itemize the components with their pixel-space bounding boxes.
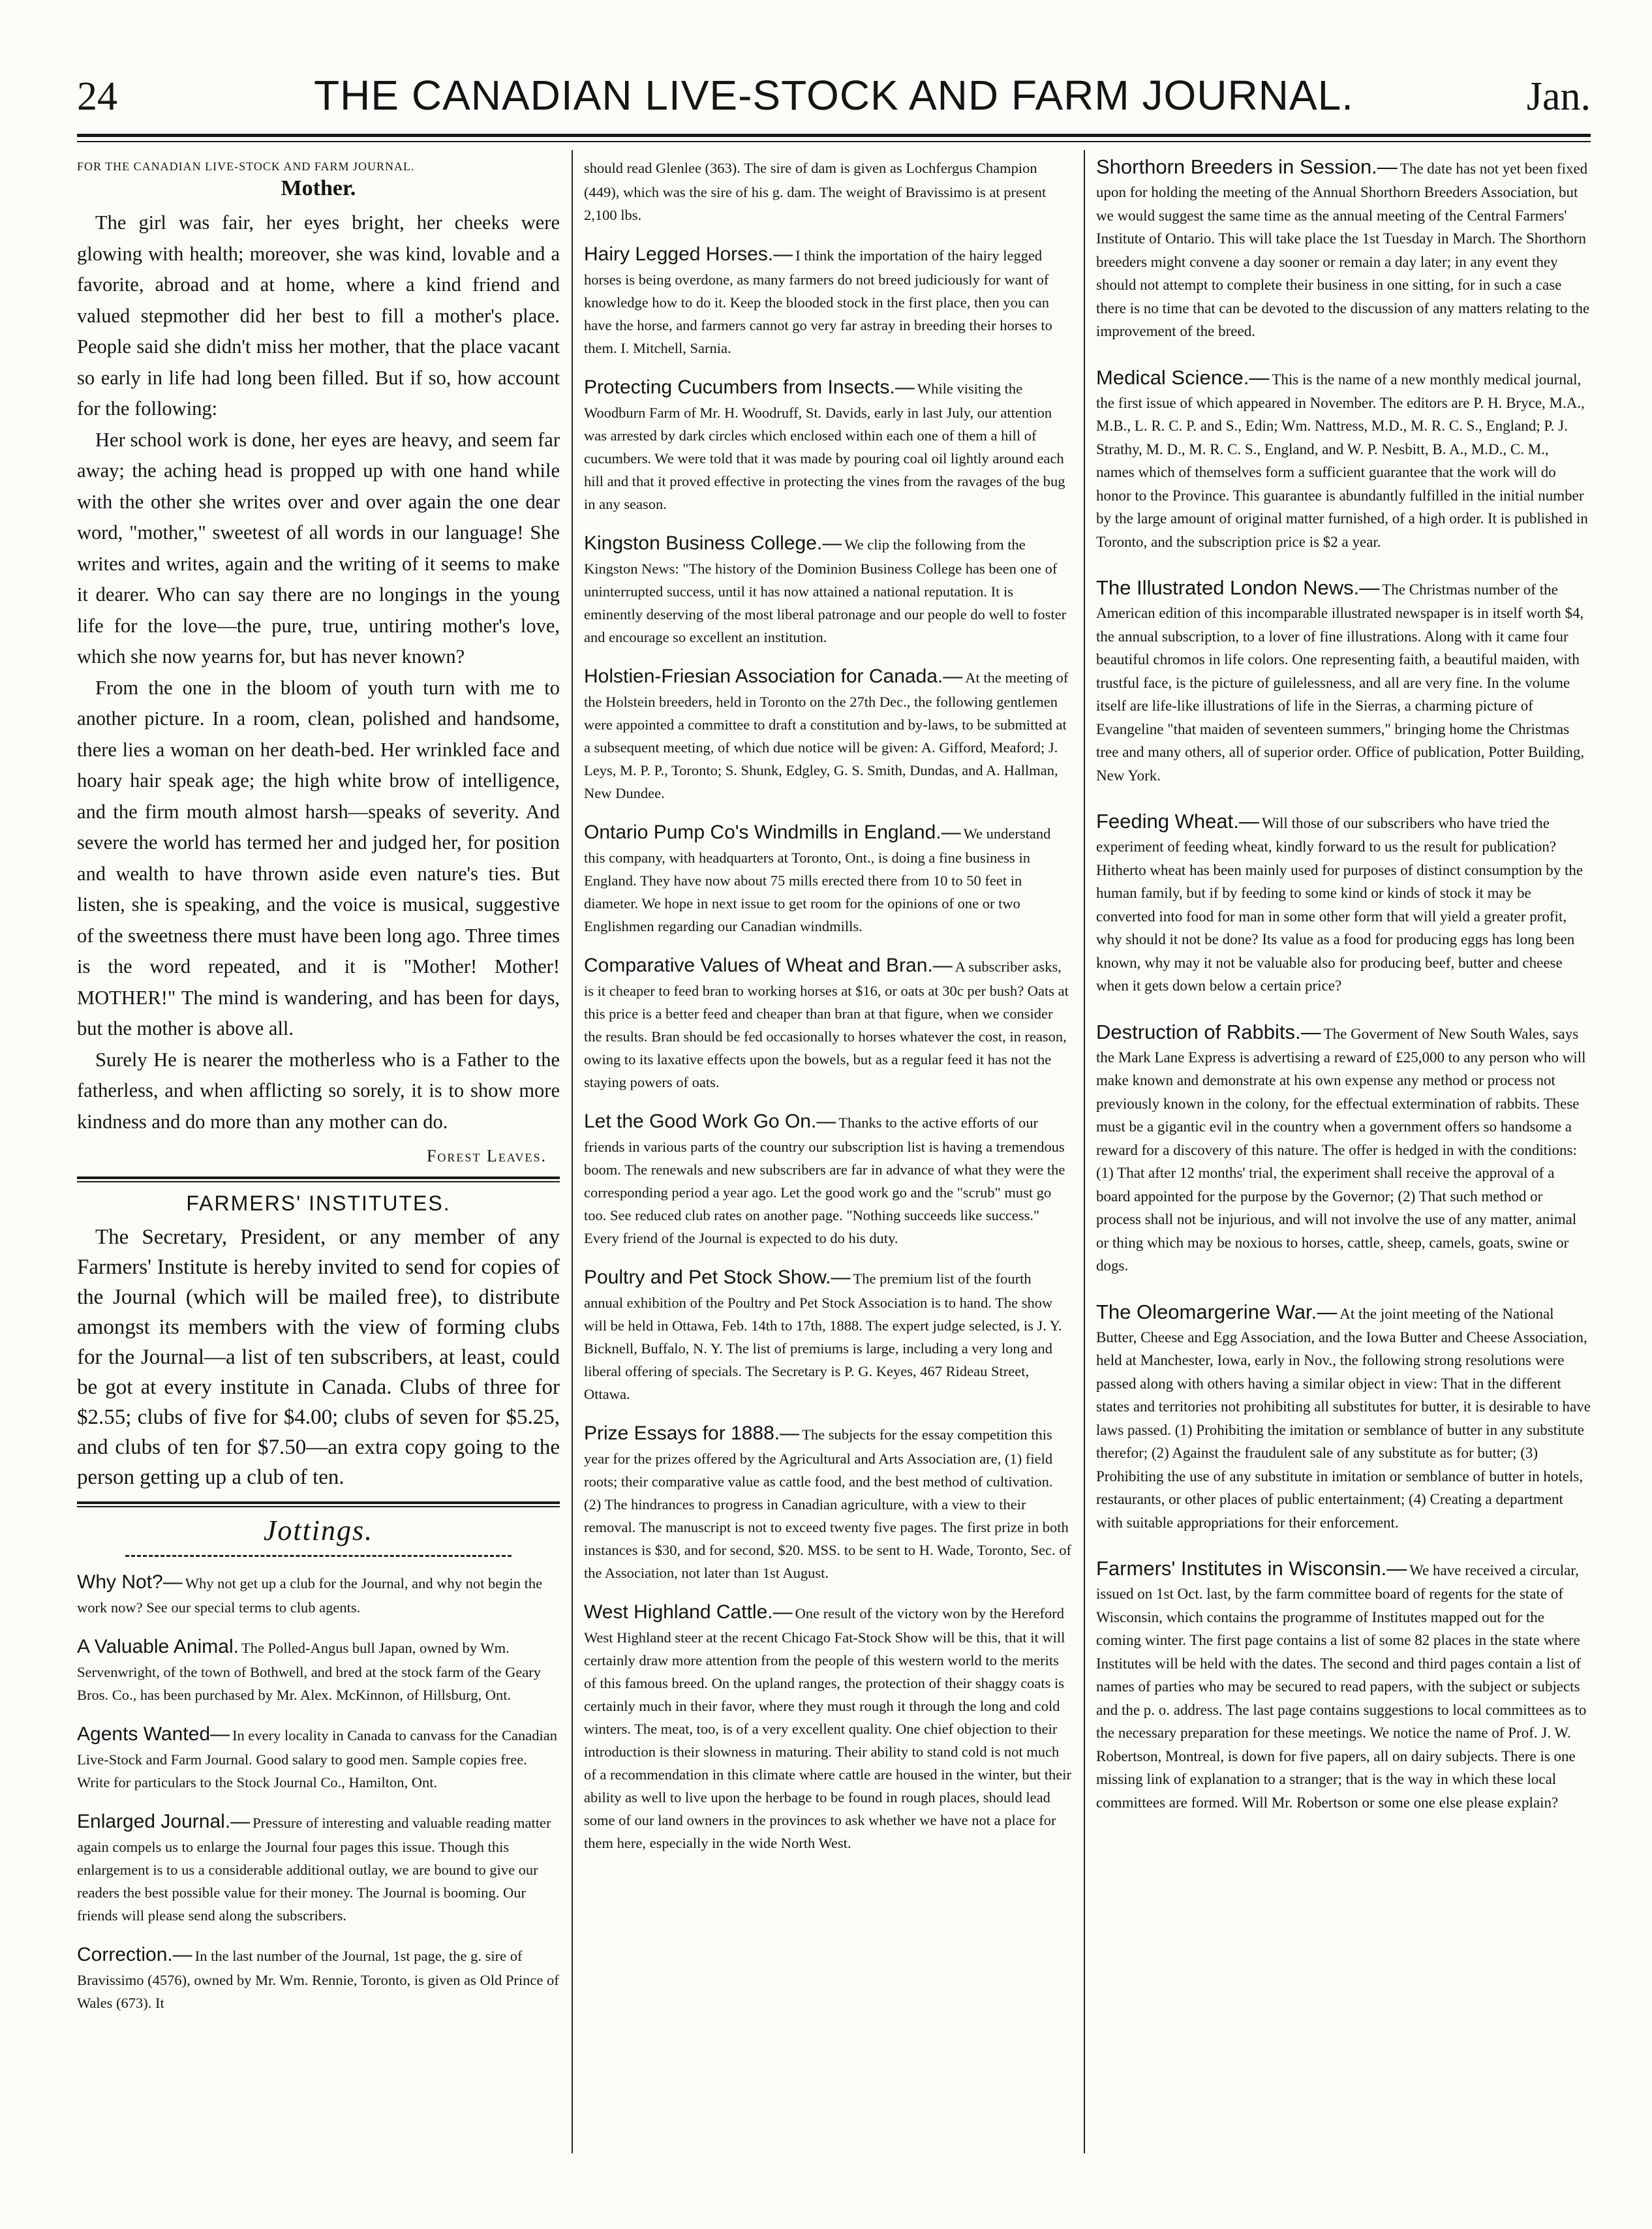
jotting-text: Why not get up a club for the Journal, and why not begin the work now? See our special terms to club agents. <box>77 1575 543 1616</box>
jotting-item <box>1096 574 1591 787</box>
jotting-item <box>584 1108 1072 1250</box>
jotting-item <box>1096 1555 1591 1814</box>
jotting-title: Destruction of Rabbits.— <box>1096 1020 1321 1043</box>
institutes-notice: The Secretary, President, or any member of any Farmers' Institute is hereby invited to send for copies of the Journal (which will be mailed free), to distribute amongst its members with the view of forming clubs for the Journal—a list of ten subscribers, at least, could be got at every institute in Canada. Clubs of three for $2.55; clubs of five for $4.00; clubs of seven for $5.25, and clubs of ten for $7.50—an extra copy going to the person getting up a club of ten. <box>77 1225 560 1489</box>
jotting-title: Enlarged Journal.— <box>77 1811 251 1832</box>
jotting-text: We clip the following from the Kingston News: "The history of the Dominion Business College has been one of uninterrupted success, until it has now attained a national reputation. It is eminently deserving of the most liberal patronage and our people do well to foster and encourage so excellent an institution. <box>584 536 1067 645</box>
column-divider <box>572 150 573 2153</box>
jotting-text: While visiting the Woodburn Farm of Mr. H. Woodruff, St. Davids, early in last July, our attention was arrested by dark circles which enclosed within each one of them a hill of cucumbers. We were told that it was made by pouring coal oil lightly around each hill and that it proved effective in protecting the vines from the ravages of the bug in any season. <box>584 380 1065 512</box>
jotting-title: Shorthorn Breeders in Session.— <box>1096 155 1398 178</box>
jotting-item <box>1096 1019 1591 1278</box>
jotting-text: In every locality in Canada to canvass for the Canadian Live-Stock and Farm Journal. Good salary to good men. Sample copies free. Write for particulars to the Stock Journal Co., Hamilton, Ont. <box>77 1727 557 1791</box>
jotting-item <box>584 1420 1072 1584</box>
jotting-title: Agents Wanted— <box>77 1723 230 1745</box>
section-rule <box>77 1176 560 1179</box>
section-rule <box>77 1506 560 1507</box>
jotting-text: A subscriber asks, is it cheaper to feed bran to working horses at $16, or oats at 30c per bush? Oats at this price is a better feed and cheaper than bran at that figure, when we consider the results. Bran should be fed occasionally to horses whatever the cost, in reason, owing to its laxative effects upon the bowels, but as a regular feed it has not the staying powers of oats. <box>584 959 1069 1090</box>
jotting-title: Correction.— <box>77 1944 192 1965</box>
jotting-item <box>77 1808 560 1927</box>
jotting-text: The Goverment of New South Wales, says the Mark Lane Express is advertising a reward of £25,000 to any person who will make known and demonstrate at his own expense any method or process not previously known in the colony, for the effectual extermination of rabbits. These must be a gigantic evil in the country when a government offers so handsome a reward for a discovery of this nature. The offer is hedged in with the conditions: (1) That after 12 months' trial, the experiment shall receive the approval of a board appointed for the purpose by the Governor; (2) That such method or process shall not be injurious, and will not involve the use of any matter, animal or thing which may be noxious to horses, cattle, sheep, camels, goats, swine or dogs. <box>1096 1025 1586 1274</box>
jotting-title: Holstien-Friesian Association for Canada.— <box>584 666 963 687</box>
jotting-title: Hairy Legged Horses.— <box>584 243 793 265</box>
jotting-text: should read Glenlee (363). The sire of dam is given as Lochfergus Champion (449), which was the sire of his g. dam. The weight of Bravissimo is at present 2,100 lbs. <box>584 160 1047 223</box>
jotting-text: The Christmas number of the American edition of this incomparable illustrated newspaper is in itself worth $4, the annual subscription, to a lover of fine illustrations. Along with it came four beautiful chromos in life colors. One representing faith, a beautiful maiden, with trustful face, is the picture of guilelessness, and all are very fine. In the volume itself are life-like illustrations of life in the Sierras, a charming picture of Evangeline "that maiden of seventeen summers," bringing home the Christmas tree and many others, all of superior order. Office of publication, Potter Building, New York. <box>1096 581 1585 784</box>
jotting-text: We have received a circular, issued on 1st Oct. last, by the farm committee board of regents for the state of Wisconsin, which contains the programme of Institutes mapped out for the coming winter. The first page contains a list of some 82 places in the state where Institutes will be held with the dates. The second and third pages contain a list of names of parties who may be secured to read papers, with the subject or subjects and the p. o. address. The last page contains suggestions to local committees as to the necessary preparation for these meetings. We notice the name of Prof. J. W. Robertson, Montreal, is down for five papers, all on dairy subjects. There is one missing link of explanation to a stranger; that is the way in which these local committees are formed. Will Mr. Robertson or some one else please explain? <box>1096 1562 1587 1811</box>
masthead-rule-thin <box>77 141 1591 142</box>
jotting-text: The Polled-Angus bull Japan, owned by Wm. Servenwright, of the town of Bothwell, and bred at the stock farm of the Geary Bros. Co., has been purchased by Mr. Alex. McKinnon, of Hillsburg, Ont. <box>77 1640 542 1703</box>
column-divider <box>1084 150 1085 2153</box>
jotting-text: One result of the victory won by the Hereford West Highland steer at the recent Chicago Fat-Stock Show will be this, that it will certainly draw more attention from the people of this western world to the merits of this famous breed. On the upland ranges, the protection of their shaggy coats is certainly much in their favor, where they must rough it through the long and cold winters. The meat, too, is of a very excellent quality. One chief objection to their introduction is their slowness in maturing. Their ability to stand cold is not much of a recommendation in this climate where cattle are housed in the winter, but their ability as well to live upon the herbage to be found in rough places, should lead some of our land owners in the provinces to ask whether we have not a place for them here, especially in the wide North West. <box>584 1605 1071 1851</box>
jotting-title: Comparative Values of Wheat and Bran.— <box>584 955 953 976</box>
jotting-text: In the last number of the Journal, 1st page, the g. sire of Bravissimo (4576), owned by Mr. Wm. Rennie, Toronto, is given as Old Prince of Wales (673). It <box>77 1948 559 2011</box>
jotting-title: The Oleomargerine War.— <box>1096 1300 1338 1323</box>
page-number: 24 <box>77 74 117 119</box>
section-rule <box>77 1501 560 1504</box>
jotting-item <box>584 952 1072 1094</box>
jotting-title: West Highland Cattle.— <box>584 1601 793 1623</box>
masthead-rule-thick <box>77 134 1591 137</box>
institutes-title: FARMERS' INSTITUTES. <box>186 1191 451 1215</box>
jotting-title: Ontario Pump Co's Windmills in England.— <box>584 822 961 843</box>
jotting-item <box>77 1941 560 2014</box>
journal-title: THE CANADIAN LIVE-STOCK AND FARM JOURNAL. <box>314 72 1354 119</box>
jotting-title: A Valuable Animal. <box>77 1636 239 1657</box>
jotting-title: Let the Good Work Go On.— <box>584 1111 836 1132</box>
column-3 <box>1096 153 1591 2150</box>
jotting-item <box>77 1569 560 1619</box>
story-signature: Forest Leaves. <box>426 1146 547 1165</box>
jotting-title: Prize Essays for 1888.— <box>584 1422 800 1444</box>
story-paragraph: From the one in the bloom of youth turn with me to another picture. In a room, clean, polished and handsome, there lies a woman on her death-bed. Her wrinkled face and hoary hair speak age; the high white brow of intelligence, and the firm mouth almost harsh—speaks of severity. And severe the world has termed her and judged her, for position and wealth to have thrown aside even nature's ties. But listen, she is speaking, and the voice is musical, suggestive of the sweetness there must have been long ago. Three times is the word repeated, and it is "Mother! Mother! MOTHER!" The mind is wandering, and has been for days, but the mother is above all. <box>77 676 560 1039</box>
jottings-rule <box>125 1555 512 1557</box>
story-paragraph: The girl was fair, her eyes bright, her cheeks were glowing with health; moreover, she was kind, lovable and a favorite, abroad and at home, where a kind friend and valued stepmother did her best to fill a mother's place. People said she didn't miss her mother, that the place vacant so early in life had long been filled. But if so, how account for the following: <box>77 211 560 420</box>
jotting-title: Poultry and Pet Stock Show.— <box>584 1267 851 1288</box>
jotting-item <box>77 1633 560 1706</box>
jotting-title: Why Not?— <box>77 1571 183 1593</box>
jotting-text: The subjects for the essay competition this year for the prizes offered by the Agricultural and Arts Association are, (1) field roots; their comparative value as cattle food, and the best method of cultivation. (2) The hindrances to progress in Canadian agriculture, with a view to their removal. The manuscript is not to exceed twenty five pages. The first prize in both instances is $30, and for second, $20. MSS. to be sent to H. Wade, Toronto, Sec. of the Association, not later than 1st August. <box>584 1426 1071 1581</box>
jotting-text: Pressure of interesting and valuable reading matter again compels us to enlarge the Journal four pages this issue. Though this enlargement is to us a considerable additional outlay, we are bound to give our readers the best possible value for their money. The Journal is booming. Our friends will please send along the subscribers. <box>77 1815 551 1924</box>
jotting-title: Protecting Cucumbers from Insects.— <box>584 377 915 398</box>
jotting-text: Will those of our subscribers who have tried the experiment of feeding wheat, kindly forward to us the result for publication? Hitherto wheat has been mainly used for purposes of distinct consumption by the human family, but if by feeding to some kind or kinds of stock it may be converted into food for man in some other form that will yield a greater profit, why should it not be done? Its value as a food for producing eggs has long been known, why may it not be valuable also for producing beef, butter and cheese when it gets down below a certain price? <box>1096 815 1583 994</box>
masthead <box>77 62 1591 134</box>
jotting-text: The date has not yet been fixed upon for holding the meeting of the Annual Shorthorn Breeders Association, but we would suggest the same time as the annual meeting of the Central Farmers' Institute of Ontario. This will take place the 1st Tuesday in March. The Shorthorn breeders might convene a day sooner or remain a day later; in any event they should not attempt to complete their business in one sitting, for in such a case there is no time that can be devoted to the discussion of any matters relating to the improvement of the breed. <box>1096 161 1590 339</box>
mother-story <box>77 160 560 1166</box>
jotting-item <box>1096 153 1591 343</box>
jottings-heading: Jottings. <box>263 1514 374 1546</box>
story-paragraph: Surely He is nearer the motherless who is a Father to the fatherless, and when afflicting so sorely, it is to show more kindness and do more than any mother can do. <box>77 1048 560 1133</box>
jotting-title: Feeding Wheat.— <box>1096 810 1259 833</box>
jotting-title: Farmers' Institutes in Wisconsin.— <box>1096 1557 1407 1580</box>
story-paragraph: Her school work is done, her eyes are heavy, and seem far away; the aching head is propped up with one hand while with the other she writes over and over again the one dear word, "mother," sweetest of all words in our language! She writes and writes, again and the writing of it seems to make it dearer. Who can say there are no longings in the young life for the love—the pure, true, untiring mother's love, which she now yearns for, but has never known? <box>77 428 560 668</box>
jotting-title: Kingston Business College.— <box>584 532 842 554</box>
jotting-item <box>584 819 1072 938</box>
jotting-item <box>584 530 1072 649</box>
story-title: Mother. <box>281 176 356 200</box>
jotting-item <box>584 663 1072 805</box>
jotting-text: We understand this company, with headquarters at Toronto, Ont., is doing a fine business in England. They have now about 75 mills erected there from 10 to 50 feet in diameter. We hope in next issue to get room for the opinions of one or two Englishmen regarding our Canadian windmills. <box>584 825 1051 934</box>
jotting-item <box>584 153 1072 226</box>
jotting-item <box>1096 808 1591 998</box>
jotting-item <box>584 241 1072 360</box>
jotting-text: The premium list of the fourth annual exhibition of the Poultry and Pet Stock Association is to hand. The show will be held in Ottawa, Feb. 14th to 17th, 1888. The expert judge selected, is J. Y. Bicknell, Buffalo, N. Y. The list of premiums is large, including a very long and liberal offering of specials. The Secretary is P. G. Keyes, 467 Rideau Street, Ottawa. <box>584 1270 1062 1402</box>
jotting-item <box>1096 1299 1591 1535</box>
jotting-title: Medical Science.— <box>1096 365 1270 389</box>
jotting-item <box>584 1599 1072 1854</box>
story-byline: FOR THE CANADIAN LIVE-STOCK AND FARM JOURNAL. <box>77 160 415 173</box>
issue-month: Jan. <box>1526 74 1591 119</box>
jotting-text: At the meeting of the Holstein breeders, held in Toronto on the 27th Dec., the following gentlemen were appointed a committee to draft a constitution and by-laws, to be submitted at a subsequent meeting, of which due notice will be given: A. Gifford, Meaford; J. Leys, M. P. P., Toronto; S. Shunk, Edgley, G. S. Smith, Dundas, and A. Hallman, New Dundee. <box>584 669 1069 801</box>
jotting-text: Thanks to the active efforts of our friends in various parts of the country our subscription list is having a tremendous boom. The renewals and new subscribers are far in advance of what they were the corresponding period a year ago. Let the good work go and the "scrub" must go too. See reduced club rates on another page. "Nothing succeeds like success." Every friend of the Journal is expected to do his duty. <box>584 1114 1065 1246</box>
jotting-item <box>77 1721 560 1794</box>
jotting-item <box>584 374 1072 515</box>
jotting-text: I think the importation of the hairy legged horses is being overdone, as many farmers do not breed judiciously for want of knowledge how to do it. Keep the blooded stock in the first place, then you can have the horse, and farmers cannot go very far astray in breeding their horses to them. I. Mitchell, Sarnia. <box>584 247 1052 356</box>
jotting-text: At the joint meeting of the National Butter, Cheese and Egg Association, and the Iowa Butter and Cheese Association, held at Manchester, Iowa, early in Nov., the following strong resolutions were passed along with others having a similar object in view: That in the different states and territories not prohibiting all substitutes for butter, it is desirable to have laws passed. (1) Prohibiting the imitation or semblance of butter in any substitute therefor; (2) Against the fraudulent sale of any substitute as for butter; (3) Prohibiting the use of any substitute in imitation or semblance of butter in hotels, restaurants, or other places of public entertainment; (4) Creating a department with suitable appropriations for their enforcement. <box>1096 1305 1591 1531</box>
jotting-item <box>584 1264 1072 1406</box>
jotting-item <box>1096 364 1591 554</box>
jotting-title: The Illustrated London News.— <box>1096 576 1380 599</box>
column-2 <box>584 153 1072 2150</box>
section-rule <box>77 1181 560 1182</box>
column-1 <box>77 153 560 2150</box>
jotting-text: This is the name of a new monthly medical journal, the first issue of which appeared in November. The editors are P. H. Bryce, M.A., M.B., L. R. C. P. and S., Edin; Wm. Nattress, M.D., M. R. C. S., England; P. J. Strathy, M. D., M. R. C. S., England, and W. P. Nesbitt, B. A., M.D., C. M., names which of themselves form a sufficient guarantee that the work will do honor to the Province. This guarantee is abundantly fulfilled in the initial number by the large amount of original matter furnished, of a high order. It is published in Toronto, and the subscription price is $2 a year. <box>1096 371 1588 550</box>
